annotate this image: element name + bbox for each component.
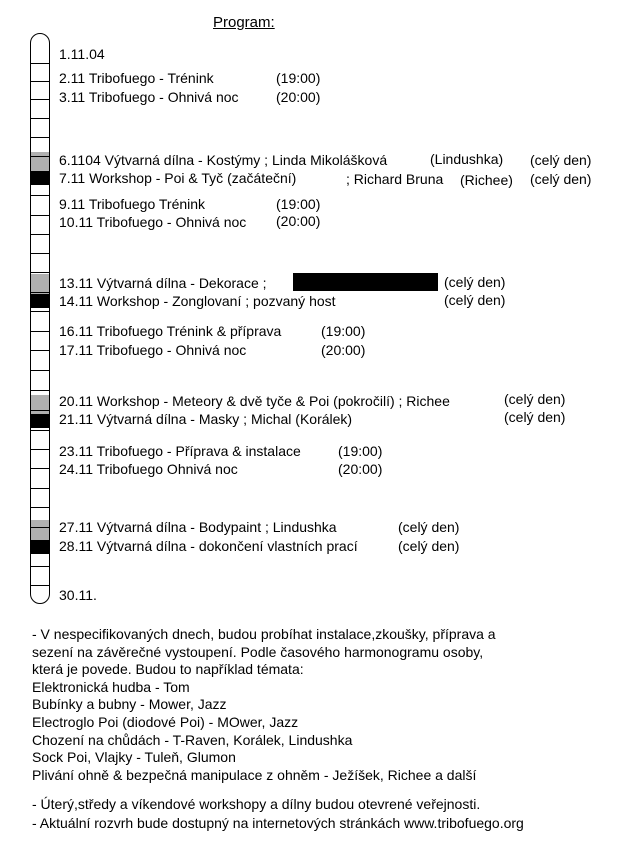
marker-black <box>31 540 49 554</box>
note-line: Sock Poi, Vlajky - Tuleň, Glumon <box>32 749 236 766</box>
schedule-entry: (Lindushka) <box>430 151 504 167</box>
timeline-tick <box>31 488 49 489</box>
timeline-tick <box>31 118 49 119</box>
note-line: Bubínky a bubny - Mower, Jazz <box>32 696 227 713</box>
timeline-tick <box>31 331 49 332</box>
schedule-entry: (celý den) <box>530 152 592 168</box>
schedule-entry: (celý den) <box>530 171 592 187</box>
schedule-entry: (20:00) <box>321 342 366 358</box>
schedule-entry: 24.11 Tribofuego Ohnivá noc <box>59 461 238 477</box>
schedule-entry: (20:00) <box>276 89 321 105</box>
schedule-entry: 16.11 Tribofuego Trénink & příprava <box>59 323 282 339</box>
note-line: Plivání ohně & bezpečná manipulace z ohněm - Ježíšek, Richee a další <box>32 766 477 783</box>
timeline-tick <box>31 585 49 586</box>
marker-gray <box>31 520 49 540</box>
marker-gray <box>31 152 49 171</box>
schedule-entry: (19:00) <box>338 443 383 459</box>
marker-gray <box>31 274 49 294</box>
schedule-entry: 20.11 Workshop - Meteory & dvě tyče & Poi (pokročilí) ; Richee <box>59 393 450 409</box>
schedule-entry: 6.1104 Výtvarná dílna - Kostýmy ; Linda Mikolášková <box>59 152 388 168</box>
schedule-entry: 21.11 Výtvarná dílna - Masky ; Michal (Korálek) <box>59 411 353 427</box>
footer-line: - Úterý,středy a víkendové workshopy a dílny budou otevrené veřejnosti. <box>32 796 481 812</box>
schedule-entry: (20:00) <box>276 213 321 229</box>
marker-gray <box>31 395 49 414</box>
timeline-bar <box>30 33 50 604</box>
schedule-entry: (20:00) <box>338 461 383 477</box>
note-line: Elektronická hudba - Tom <box>32 678 190 695</box>
schedule-entry: (celý den) <box>444 274 506 290</box>
timeline-tick <box>31 527 49 528</box>
schedule-entry: 7.11 Workshop - Poi & Tyč (začáteční) <box>59 170 297 186</box>
marker-black <box>31 171 49 185</box>
schedule-entry: 3.11 Tribofuego - Ohnivá noc <box>59 89 239 105</box>
timeline-tick <box>31 390 49 391</box>
schedule-entry: ; Richard Bruna <box>346 171 444 187</box>
marker-black <box>31 294 49 308</box>
timeline-tick <box>31 234 49 235</box>
schedule-entry: 27.11 Výtvarná dílna - Bodypaint ; Lindushka <box>59 519 337 535</box>
timeline-tick <box>31 137 49 138</box>
schedule-entry: 9.11 Tribofuego Trénink <box>59 196 206 212</box>
timeline-tick <box>31 253 49 254</box>
timeline-tick <box>31 81 49 82</box>
schedule-entry: 14.11 Workshop - Zonglovaní ; pozvaný host <box>59 293 336 309</box>
footer-line: - Aktuální rozvrh bude dostupný na internetových stránkách www.tribofuego.org <box>32 815 524 831</box>
timeline-tick <box>31 311 49 312</box>
note-line: Chození na chůdách - T-Raven, Korálek, Lindushka <box>32 731 353 748</box>
schedule-entry: 23.11 Tribofuego - Příprava & instalace <box>59 443 301 459</box>
timeline-tick <box>31 195 49 196</box>
schedule-entry: 1.11.04 <box>59 46 105 62</box>
timeline-tick <box>31 566 49 567</box>
schedule-entry: (19:00) <box>276 196 321 212</box>
marker-black <box>31 414 49 428</box>
timeline-tick <box>31 272 49 273</box>
timeline-tick <box>31 468 49 469</box>
redacted-name <box>293 273 438 291</box>
timeline-tick <box>31 176 49 177</box>
schedule-entry: (celý den) <box>444 292 506 308</box>
timeline-tick <box>31 370 49 371</box>
timeline-tick <box>31 449 49 450</box>
timeline-tick <box>31 292 49 293</box>
timeline-tick <box>31 215 49 216</box>
schedule-entry: 28.11 Výtvarná dílna - dokončení vlastních prací <box>59 538 358 554</box>
timeline-tick <box>31 99 49 100</box>
timeline-tick <box>31 350 49 351</box>
timeline-tick <box>31 156 49 157</box>
schedule-entry: (celý den) <box>398 538 460 554</box>
schedule-entry: (19:00) <box>321 323 366 339</box>
note-line: - V nespecifikovaných dnech, budou probíhat instalace,zkoušky, příprava a <box>32 626 496 642</box>
schedule-entry: 13.11 Výtvarná dílna - Dekorace ; <box>59 275 267 291</box>
program-title: Program: <box>213 14 275 31</box>
timeline-tick <box>31 507 49 508</box>
note-line: sezení na závěrečné vystoupení. Podle časového harmonogramu osoby, <box>32 643 484 660</box>
schedule-entry: (celý den) <box>504 391 566 407</box>
schedule-entry: (Richee) <box>460 172 513 188</box>
note-line: která je povede. Budou to například témata: <box>32 661 304 678</box>
timeline-tick <box>31 430 49 431</box>
schedule-entry: 17.11 Tribofuego - Ohnivá noc <box>59 342 247 358</box>
schedule-entry: 30.11. <box>59 587 97 603</box>
timeline-tick <box>31 546 49 547</box>
schedule-entry: 2.11 Tribofuego - Trénink <box>59 70 214 86</box>
schedule-entry: (celý den) <box>398 519 460 535</box>
schedule-entry: (19:00) <box>276 70 321 86</box>
timeline-tick <box>31 63 49 64</box>
schedule-entry: 10.11 Tribofuego - Ohnivá noc <box>59 214 247 230</box>
note-line: Electroglo Poi (diodové Poi) - MOwer, Jazz <box>32 714 299 730</box>
schedule-entry: (celý den) <box>504 409 566 425</box>
timeline-tick <box>31 410 49 411</box>
